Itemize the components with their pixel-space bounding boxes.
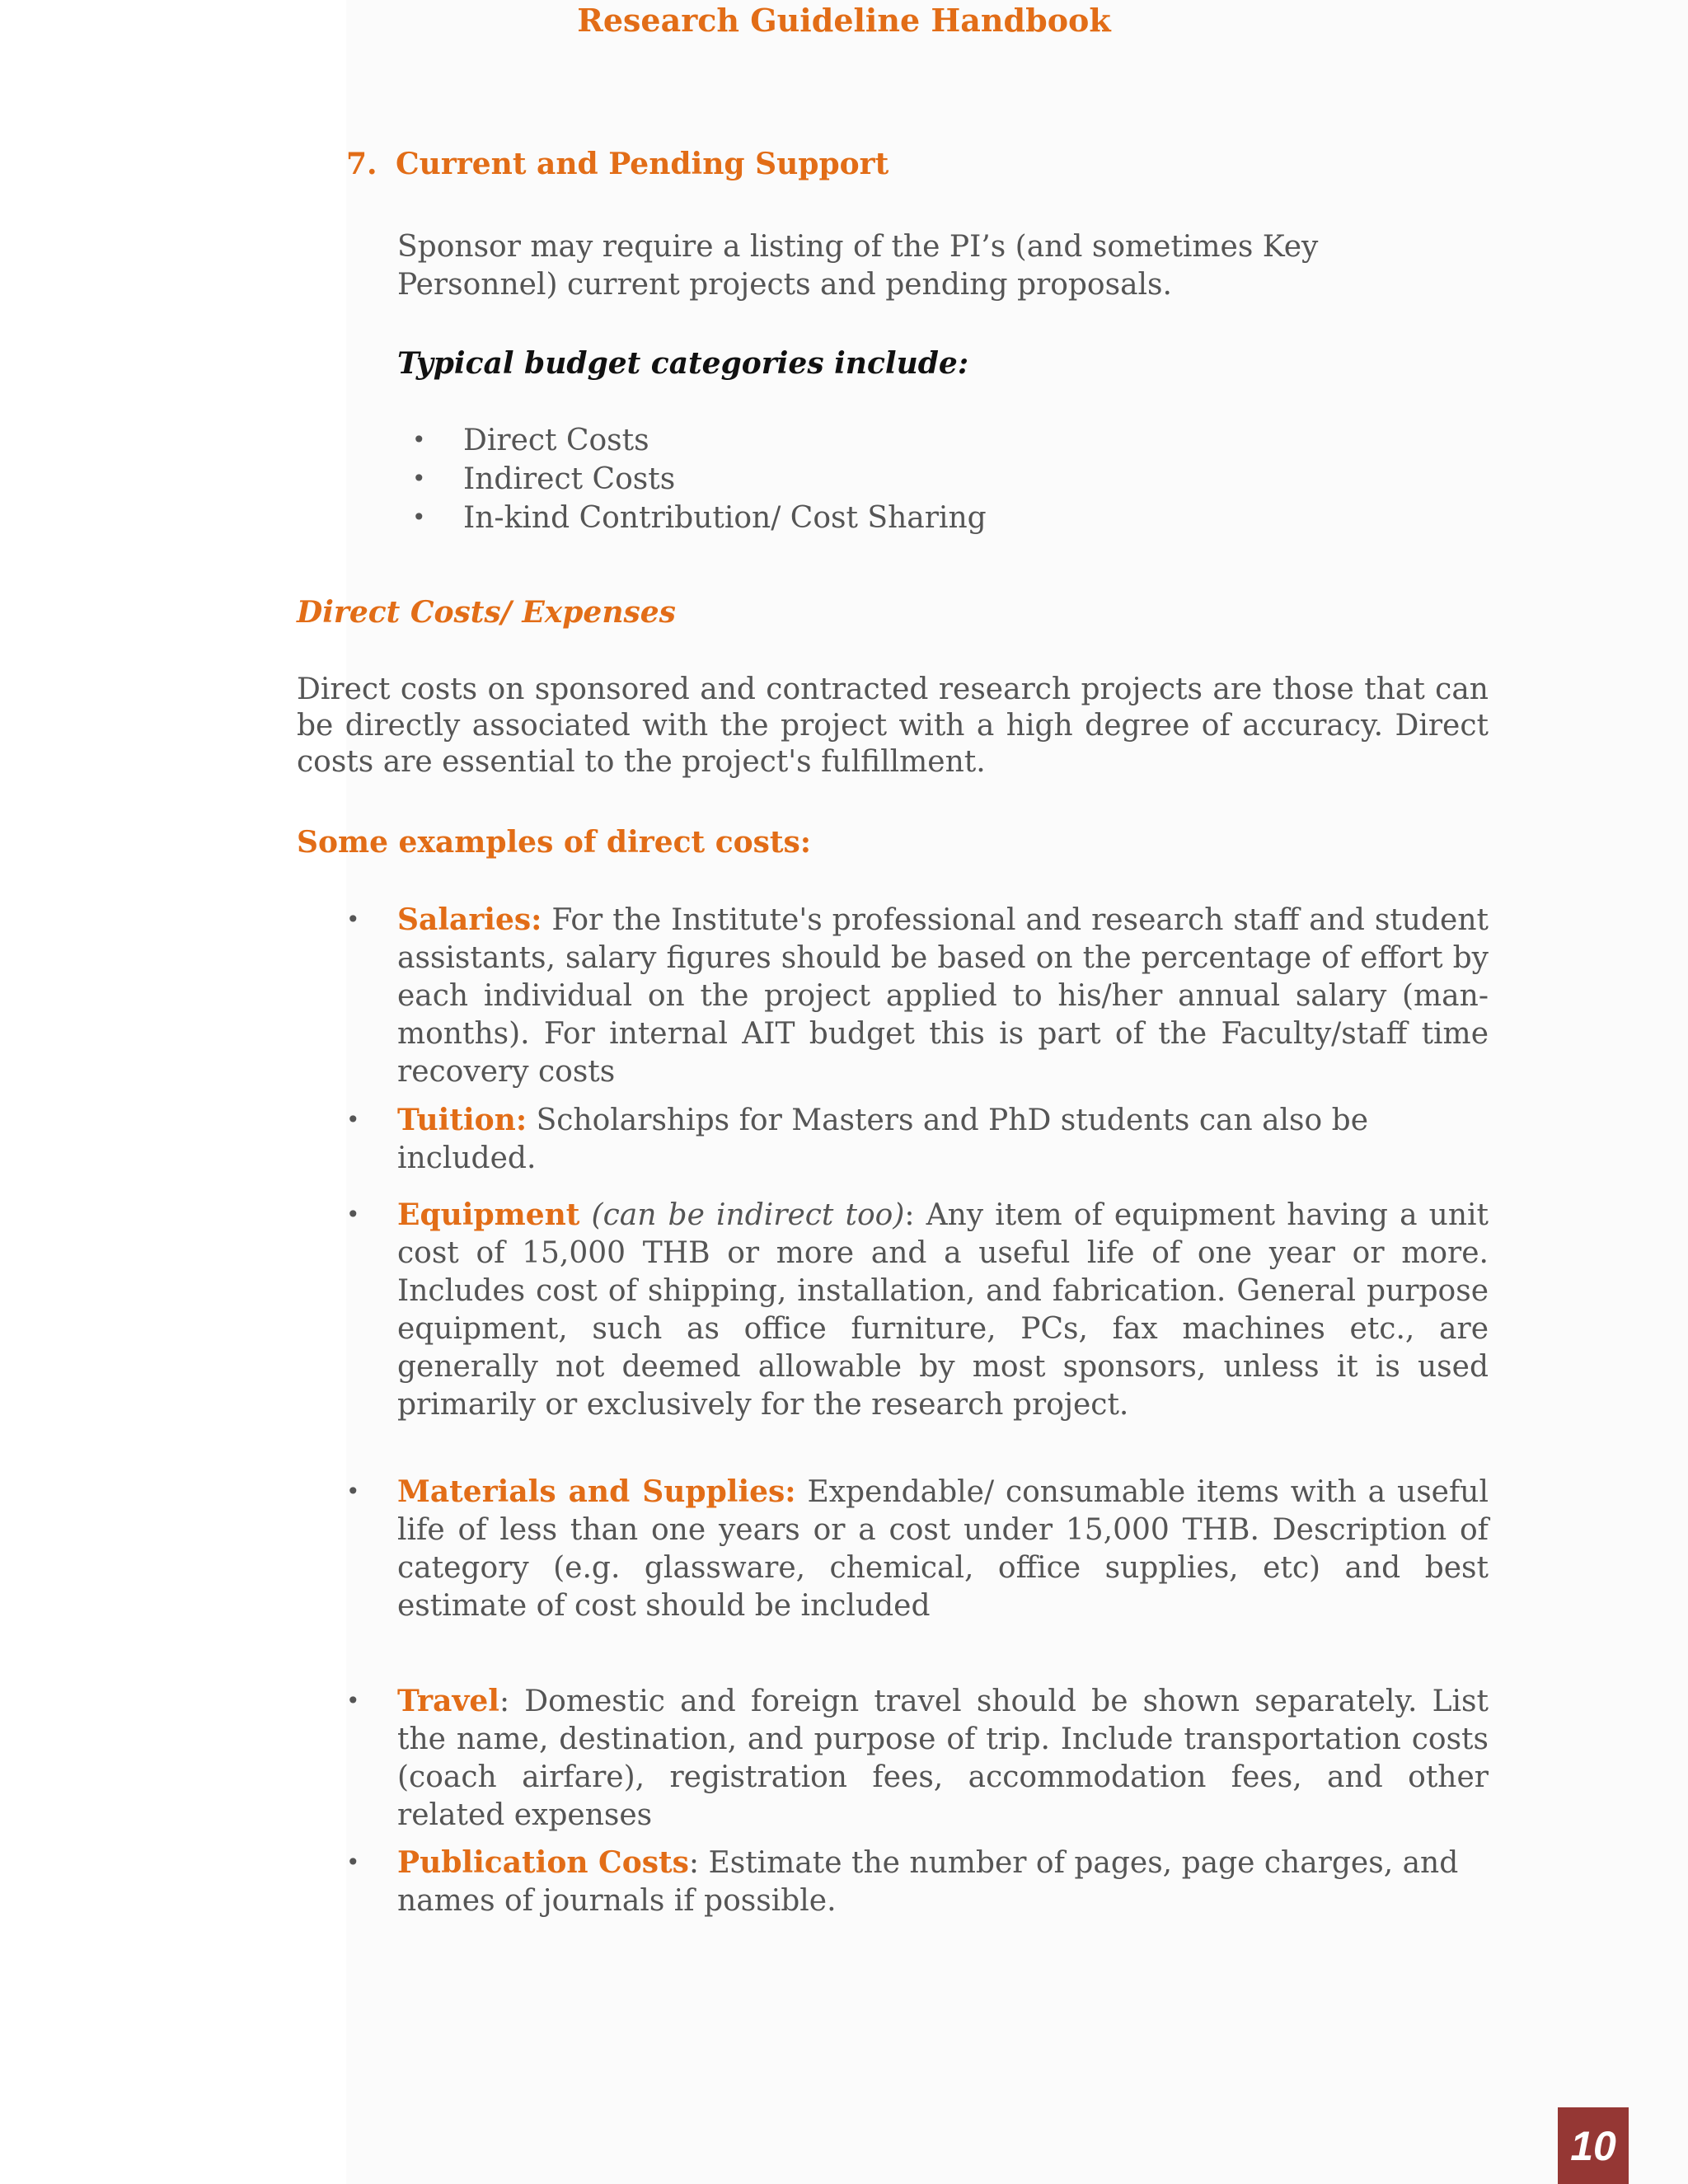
direct-costs-heading: Direct Costs/ Expenses [297, 595, 676, 630]
example-text: : Any item of equipment having a unit cost of 15,000 THB or more and a useful life of one year or more. Includes cost of shipping, installation, and fabrication. General purpose equipment, such as office furniture, PCs, fax machines etc., are generally not deemed allowable by most sponsors, unless it is used primarily or exclusively for the research project. [397, 1198, 1489, 1422]
example-text: For the Institute's professional and research staff and student assistants, salary figures should be based on the percentage of effort by each individual on the project applied to his/her annual salary (man-months). For internal AIT budget this is part of the Faculty/staff time recovery costs [397, 903, 1489, 1089]
example-travel [346, 1682, 1489, 1835]
example-term: Equipment [397, 1197, 580, 1232]
example-term: Salaries: [397, 902, 542, 937]
bullet-icon: • [346, 906, 360, 933]
bullet-icon: • [346, 1849, 360, 1876]
bullet-icon: • [346, 1106, 360, 1133]
section-7-heading [346, 144, 889, 184]
example-term: Travel [397, 1684, 499, 1718]
bullet-icon: • [346, 1201, 360, 1228]
example-materials [346, 1473, 1489, 1625]
bullet-icon: • [412, 426, 426, 453]
running-header: Research Guideline Handbook [577, 2, 1111, 39]
example-tuition [346, 1101, 1489, 1178]
example-salaries [346, 901, 1489, 1091]
budget-categories-list [412, 421, 1205, 537]
example-equipment [346, 1196, 1489, 1424]
bullet-icon: • [346, 1478, 360, 1505]
list-item: • Direct Costs [463, 421, 1205, 460]
page-number-badge: 10 [1558, 2107, 1629, 2184]
section-number: 7. [346, 147, 377, 181]
bullet-icon: • [412, 504, 426, 531]
example-term: Materials and Supplies: [397, 1474, 796, 1509]
example-term: Publication Costs [397, 1845, 689, 1880]
section-title: Current and Pending Support [396, 147, 889, 181]
section-7-intro: Sponsor may require a listing of the PI’s (and sometimes Key Personnel) current projects and pending proposals. [397, 230, 1319, 302]
examples-heading: Some examples of direct costs: [297, 825, 812, 860]
example-publication [346, 1844, 1489, 1920]
bullet-icon: • [412, 465, 426, 492]
bullet-icon: • [346, 1687, 360, 1714]
direct-costs-body: Direct costs on sponsored and contracted research projects are those that can be directly associated with the project with a high degree of accuracy. Direct costs are essential to the project's fulfillment. [297, 673, 1489, 779]
example-note: (can be indirect too) [579, 1198, 905, 1232]
list-item: • Indirect Costs [463, 460, 1205, 499]
example-text: : Estimate the number of pages, page charges, and names of journals if possible. [397, 1846, 1459, 1918]
budget-categories-heading: Typical budget categories include: [397, 346, 969, 381]
example-term: Tuition: [397, 1103, 528, 1137]
example-text: Scholarships for Masters and PhD students can also be included. [397, 1104, 1368, 1175]
list-item: • In-kind Contribution/ Cost Sharing [463, 499, 1205, 537]
example-text: : Domestic and foreign travel should be shown separately. List the name, destination, and purpose of trip. Include transportation costs (coach airfare), registration fees, accommodation fees, and other related expenses [397, 1685, 1489, 1832]
example-text: Expendable/ consumable items with a useful life of less than one years or a cost under 15,000 THB. Description of category (e.g. glassware, chemical, office supplies, etc) and best estimate of cost should be included [397, 1475, 1489, 1623]
